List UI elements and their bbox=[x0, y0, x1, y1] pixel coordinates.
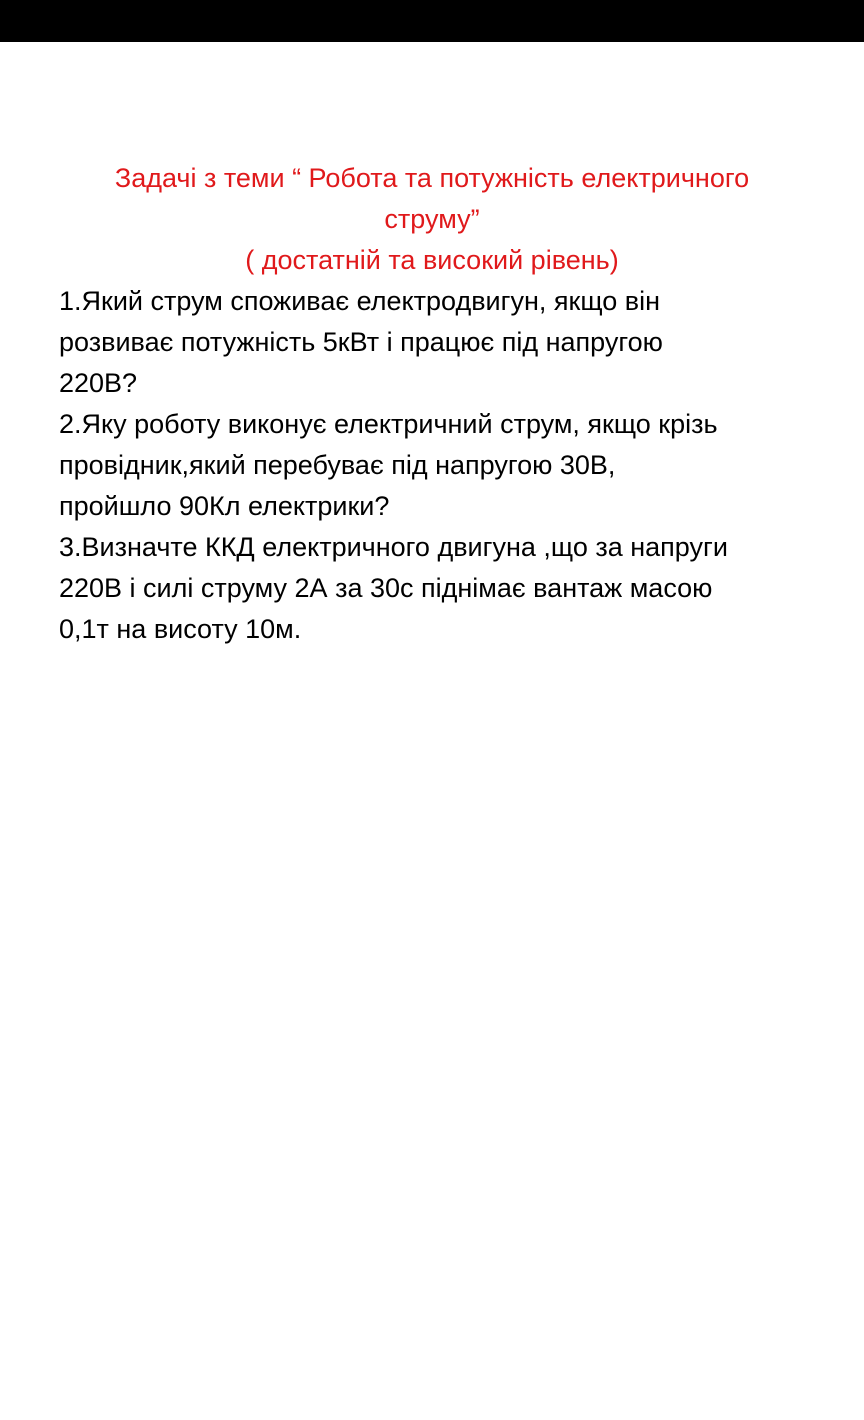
task-2-line: 2.Яку роботу виконує електричний струм, якщо крізь bbox=[59, 409, 718, 439]
task-3-line: 220В і силі струму 2А за 30с піднімає вантаж масою bbox=[59, 573, 713, 603]
task-2-line: провідник,який перебуває під напругою 30В, bbox=[59, 450, 616, 480]
task-3-line: 3.Визначте ККД електричного двигуна ,що за напруги bbox=[59, 532, 728, 562]
task-1-line: розвиває потужність 5кВт і працює під напругою bbox=[59, 327, 663, 357]
title-subline-level: ( достатній та високий рівень) bbox=[245, 245, 619, 275]
task-3 bbox=[59, 527, 829, 650]
task-2-line: пройшло 90Кл електрики? bbox=[59, 491, 390, 521]
title-line: Задачі з теми “ Робота та потужність електричного bbox=[114, 163, 750, 193]
task-2 bbox=[59, 404, 829, 527]
task-list bbox=[59, 281, 829, 650]
task-1-line: 220В? bbox=[59, 368, 138, 398]
title-line: струму” bbox=[384, 204, 480, 234]
task-1 bbox=[59, 281, 829, 404]
top-black-bar bbox=[0, 0, 864, 42]
document-page bbox=[0, 158, 864, 650]
task-1-line: 1.Який струм споживає електродвигун, якщо він bbox=[59, 286, 661, 316]
document-title bbox=[0, 158, 864, 281]
task-3-line: 0,1т на висоту 10м. bbox=[59, 614, 302, 644]
